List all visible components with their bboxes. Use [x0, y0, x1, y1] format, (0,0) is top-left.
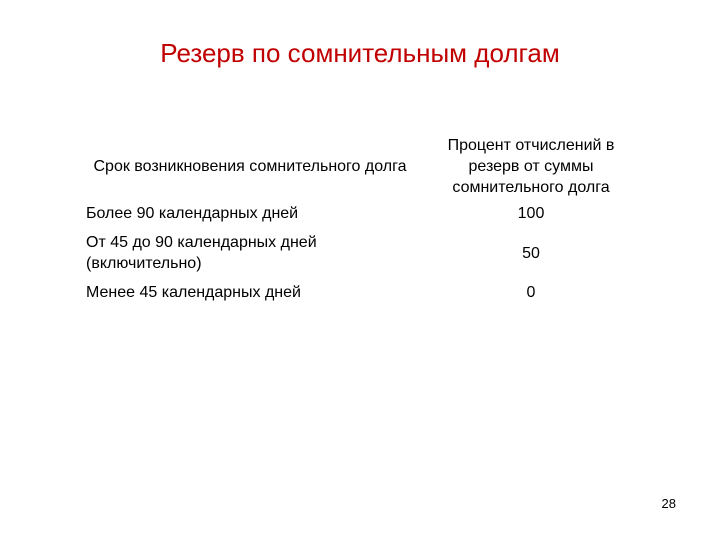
page-number: 28: [661, 496, 676, 511]
row-period: Менее 45 календарных дней: [86, 283, 301, 301]
row-percent: 50: [522, 244, 540, 262]
table-header-row: [86, 134, 626, 198]
slide-title: Резерв по сомнительным долгам: [160, 38, 560, 68]
reserve-table: [86, 134, 626, 305]
header-percent: Процент отчислений в резерв от суммы сомнительного долга: [447, 136, 615, 196]
row-percent: 100: [517, 204, 545, 222]
row-percent: 0: [526, 283, 536, 301]
row-period: От 45 до 90 календарных дней (включительно): [86, 234, 317, 272]
table-row: [86, 279, 626, 305]
table-row: [86, 199, 626, 227]
row-period: Более 90 календарных дней: [86, 204, 299, 222]
header-term: Срок возникновения сомнительного долга: [93, 157, 407, 175]
table-row: [86, 227, 626, 279]
